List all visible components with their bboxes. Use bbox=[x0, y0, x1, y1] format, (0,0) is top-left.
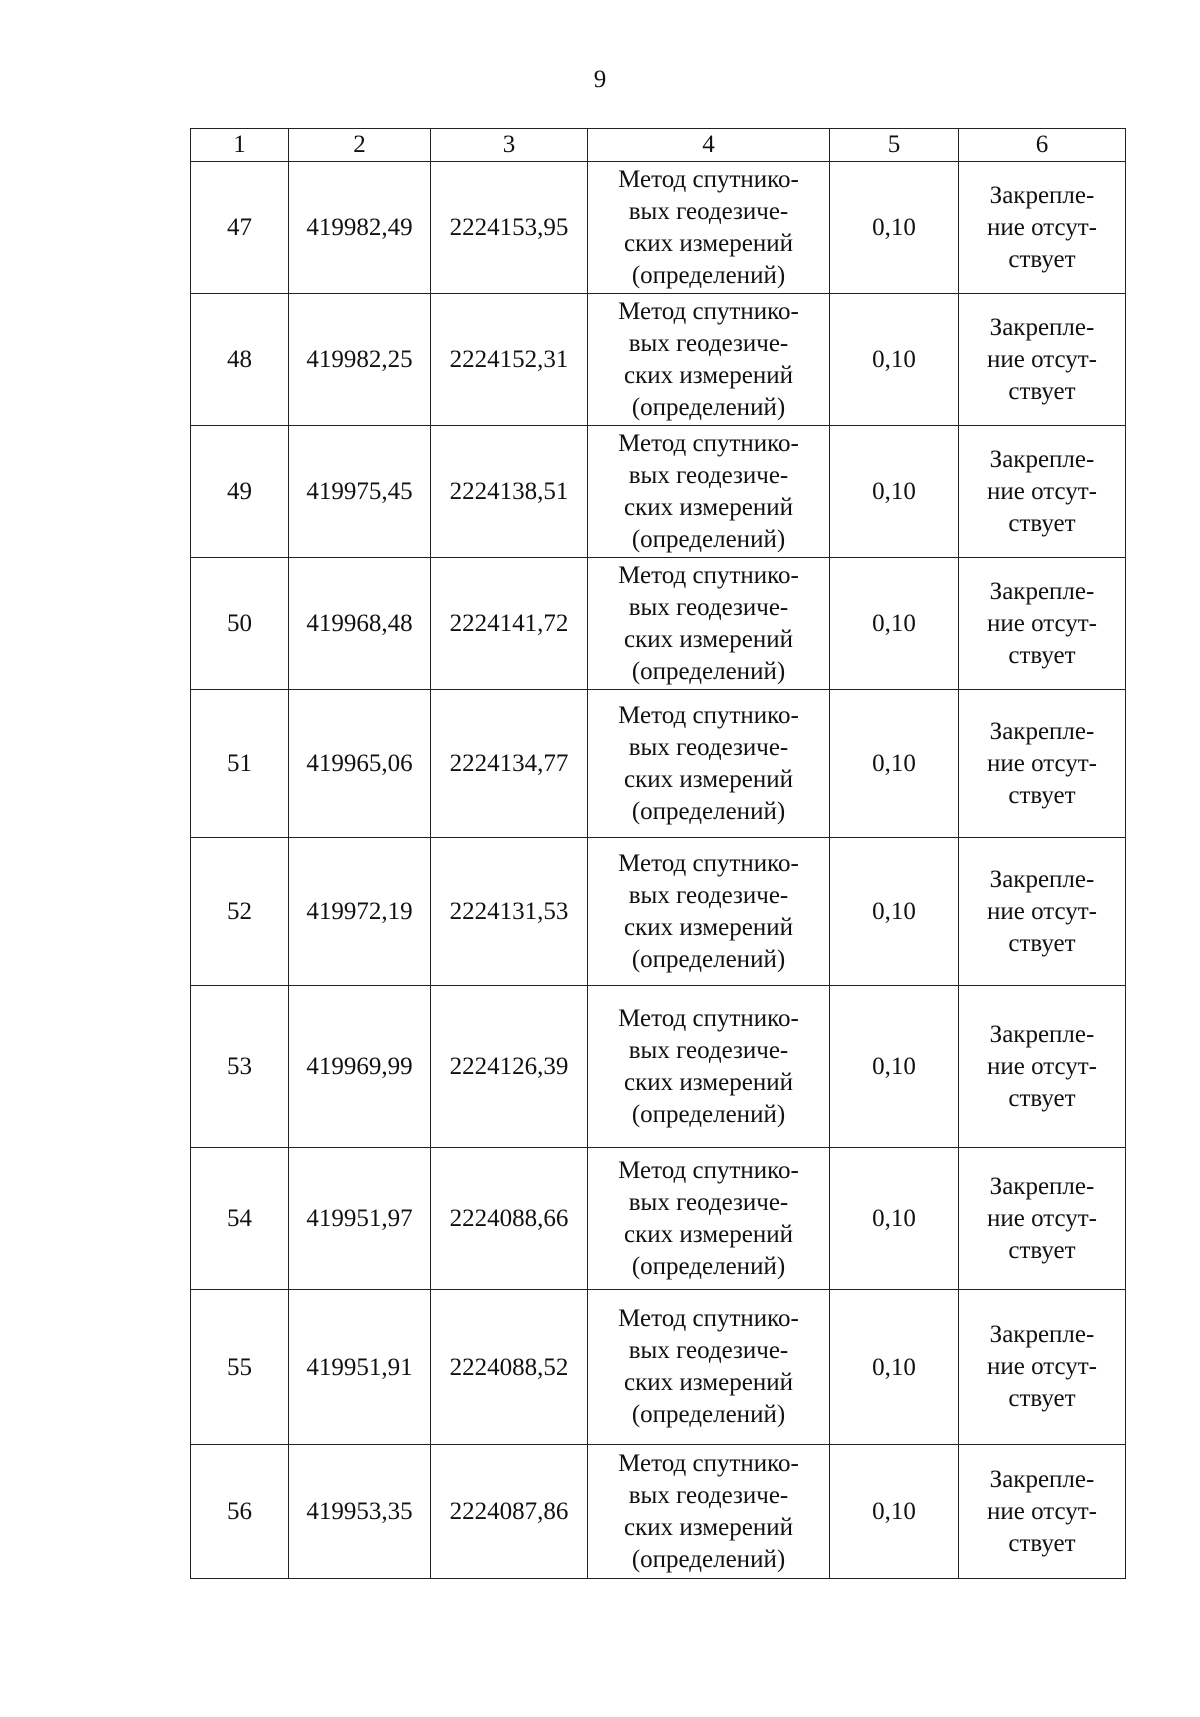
point-number-cell: 55 bbox=[191, 1290, 289, 1445]
header-cell: 3 bbox=[431, 129, 588, 162]
method-line: (определений) bbox=[631, 797, 786, 825]
method-line: вых геодезиче- bbox=[628, 1337, 789, 1364]
method-line: (определений) bbox=[631, 657, 786, 685]
method-line: вых геодезиче- bbox=[628, 1036, 789, 1064]
fixation-line: Закрепле- bbox=[989, 1172, 1095, 1200]
fixation-line: Закрепле- bbox=[989, 313, 1095, 341]
method-cell bbox=[588, 294, 830, 426]
fixation-cell bbox=[959, 986, 1126, 1148]
y-coordinate-cell: 2224153,95 bbox=[431, 162, 588, 294]
method-line: вых геодезиче- bbox=[628, 881, 789, 909]
method-line: (определений) bbox=[631, 1401, 786, 1428]
method-line: Метод спутнико- bbox=[618, 297, 799, 325]
method-line: Метод спутнико- bbox=[618, 1156, 799, 1184]
fixation-line: ние отсут- bbox=[986, 749, 1098, 777]
x-coordinate-cell: 419975,45 bbox=[289, 426, 431, 558]
method-line: вых геодезиче- bbox=[628, 461, 789, 489]
fixation-cell bbox=[959, 838, 1126, 986]
fixation-line: Закрепле- bbox=[989, 1465, 1095, 1493]
method-line: (определений) bbox=[631, 261, 786, 289]
accuracy-cell: 0,10 bbox=[830, 690, 959, 838]
method-line: (определений) bbox=[631, 1545, 786, 1573]
table-row bbox=[191, 1290, 1126, 1445]
fixation-line: Закрепле- bbox=[989, 445, 1095, 473]
header-row bbox=[191, 129, 1126, 162]
method-line: ских измерений bbox=[624, 1068, 793, 1096]
x-coordinate-cell: 419965,06 bbox=[289, 690, 431, 838]
y-coordinate-cell: 2224088,52 bbox=[431, 1290, 588, 1445]
fixation-line: ние отсут- bbox=[986, 897, 1098, 925]
y-coordinate-cell: 2224152,31 bbox=[431, 294, 588, 426]
x-coordinate-cell: 419968,48 bbox=[289, 558, 431, 690]
method-line: (определений) bbox=[631, 1252, 786, 1280]
method-line: вых геодезиче- bbox=[628, 733, 789, 761]
fixation-line: ние отсут- bbox=[986, 213, 1098, 241]
fixation-line: Закрепле- bbox=[989, 865, 1095, 893]
fixation-line: ствует bbox=[1008, 929, 1076, 957]
fixation-cell bbox=[959, 426, 1126, 558]
fixation-line: ствует bbox=[1008, 641, 1076, 669]
fixation-line: ние отсут- bbox=[986, 1497, 1098, 1525]
header-cell: 5 bbox=[830, 129, 959, 162]
x-coordinate-cell: 419951,97 bbox=[289, 1148, 431, 1290]
method-line: (определений) bbox=[631, 945, 786, 973]
point-number-cell: 47 bbox=[191, 162, 289, 294]
table-row bbox=[191, 838, 1126, 986]
method-cell bbox=[588, 1290, 830, 1445]
accuracy-cell: 0,10 bbox=[830, 838, 959, 986]
method-line: ских измерений bbox=[624, 493, 793, 521]
method-line: Метод спутнико- bbox=[618, 1004, 799, 1032]
fixation-line: Закрепле- bbox=[989, 577, 1095, 605]
header-cell: 4 bbox=[588, 129, 830, 162]
method-line: Метод спутнико- bbox=[618, 701, 799, 729]
accuracy-cell: 0,10 bbox=[830, 162, 959, 294]
x-coordinate-cell: 419982,25 bbox=[289, 294, 431, 426]
coordinates-table bbox=[190, 128, 1126, 1579]
fixation-cell bbox=[959, 1445, 1126, 1579]
method-line: вых геодезиче- bbox=[628, 329, 789, 357]
y-coordinate-cell: 2224141,72 bbox=[431, 558, 588, 690]
fixation-line: Закрепле- bbox=[989, 717, 1095, 745]
point-number-cell: 52 bbox=[191, 838, 289, 986]
fixation-cell bbox=[959, 1148, 1126, 1290]
x-coordinate-cell: 419982,49 bbox=[289, 162, 431, 294]
fixation-line: ствует bbox=[1008, 509, 1076, 537]
method-line: Метод спутнико- bbox=[618, 165, 799, 193]
fixation-cell bbox=[959, 1290, 1126, 1445]
method-line: ских измерений bbox=[624, 361, 793, 389]
fixation-cell bbox=[959, 294, 1126, 426]
method-cell bbox=[588, 1445, 830, 1579]
table-row bbox=[191, 162, 1126, 294]
fixation-cell bbox=[959, 558, 1126, 690]
fixation-cell bbox=[959, 690, 1126, 838]
table-row bbox=[191, 294, 1126, 426]
x-coordinate-cell: 419972,19 bbox=[289, 838, 431, 986]
accuracy-cell: 0,10 bbox=[830, 1290, 959, 1445]
fixation-line: ствует bbox=[1008, 781, 1076, 809]
fixation-line: ствует bbox=[1008, 245, 1076, 273]
header-cell: 1 bbox=[191, 129, 289, 162]
table-row bbox=[191, 986, 1126, 1148]
table-row bbox=[191, 558, 1126, 690]
table-row bbox=[191, 690, 1126, 838]
method-cell bbox=[588, 690, 830, 838]
y-coordinate-cell: 2224088,66 bbox=[431, 1148, 588, 1290]
fixation-line: ствует bbox=[1008, 1529, 1076, 1557]
method-line: ских измерений bbox=[624, 1369, 793, 1396]
point-number-cell: 48 bbox=[191, 294, 289, 426]
accuracy-cell: 0,10 bbox=[830, 986, 959, 1148]
fixation-cell bbox=[959, 162, 1126, 294]
accuracy-cell: 0,10 bbox=[830, 426, 959, 558]
accuracy-cell: 0,10 bbox=[830, 1445, 959, 1579]
y-coordinate-cell: 2224087,86 bbox=[431, 1445, 588, 1579]
method-cell bbox=[588, 426, 830, 558]
method-line: ских измерений bbox=[624, 765, 793, 793]
header-cell: 6 bbox=[959, 129, 1126, 162]
fixation-line: Закрепле- bbox=[989, 1020, 1095, 1048]
fixation-line: ствует bbox=[1008, 1236, 1076, 1264]
method-line: вых геодезиче- bbox=[628, 593, 789, 621]
method-cell bbox=[588, 986, 830, 1148]
method-line: Метод спутнико- bbox=[618, 849, 799, 877]
fixation-line: Закрепле- bbox=[989, 1321, 1095, 1348]
accuracy-cell: 0,10 bbox=[830, 1148, 959, 1290]
table-body bbox=[191, 129, 1126, 1579]
point-number-cell: 50 bbox=[191, 558, 289, 690]
method-cell bbox=[588, 838, 830, 986]
fixation-line: ние отсут- bbox=[986, 609, 1098, 637]
method-line: Метод спутнико- bbox=[618, 1449, 799, 1477]
method-line: Метод спутнико- bbox=[618, 561, 799, 589]
fixation-line: ние отсут- bbox=[986, 477, 1098, 505]
method-line: (определений) bbox=[631, 525, 786, 553]
fixation-line: ствует bbox=[1008, 377, 1076, 405]
method-line: (определений) bbox=[631, 393, 786, 421]
method-cell bbox=[588, 1148, 830, 1290]
method-line: вых геодезиче- bbox=[628, 1188, 789, 1216]
y-coordinate-cell: 2224138,51 bbox=[431, 426, 588, 558]
header-cell: 2 bbox=[289, 129, 431, 162]
method-line: ских измерений bbox=[624, 625, 793, 653]
x-coordinate-cell: 419951,91 bbox=[289, 1290, 431, 1445]
fixation-line: ствует bbox=[1008, 1385, 1076, 1412]
fixation-line: ние отсут- bbox=[986, 1052, 1098, 1080]
method-line: ских измерений bbox=[624, 1513, 793, 1541]
page-number: 9 bbox=[593, 66, 607, 93]
point-number-cell: 51 bbox=[191, 690, 289, 838]
method-cell bbox=[588, 558, 830, 690]
method-line: ских измерений bbox=[624, 229, 793, 257]
method-line: ских измерений bbox=[624, 913, 793, 941]
fixation-line: ние отсут- bbox=[986, 345, 1098, 373]
method-line: Метод спутнико- bbox=[618, 429, 799, 457]
accuracy-cell: 0,10 bbox=[830, 558, 959, 690]
method-line: (определений) bbox=[631, 1100, 786, 1128]
fixation-line: ние отсут- bbox=[986, 1204, 1098, 1232]
fixation-line: Закрепле- bbox=[989, 181, 1095, 209]
accuracy-cell: 0,10 bbox=[830, 294, 959, 426]
method-line: Метод спутнико- bbox=[618, 1305, 799, 1332]
point-number-cell: 54 bbox=[191, 1148, 289, 1290]
y-coordinate-cell: 2224126,39 bbox=[431, 986, 588, 1148]
point-number-cell: 49 bbox=[191, 426, 289, 558]
x-coordinate-cell: 419969,99 bbox=[289, 986, 431, 1148]
y-coordinate-cell: 2224134,77 bbox=[431, 690, 588, 838]
method-line: ских измерений bbox=[624, 1220, 793, 1248]
point-number-cell: 56 bbox=[191, 1445, 289, 1579]
fixation-line: ние отсут- bbox=[986, 1353, 1098, 1380]
method-line: вых геодезиче- bbox=[628, 1481, 789, 1509]
method-cell bbox=[588, 162, 830, 294]
table-row bbox=[191, 1445, 1126, 1579]
table-row bbox=[191, 426, 1126, 558]
x-coordinate-cell: 419953,35 bbox=[289, 1445, 431, 1579]
table-row bbox=[191, 1148, 1126, 1290]
fixation-line: ствует bbox=[1008, 1084, 1076, 1112]
method-line: вых геодезиче- bbox=[628, 197, 789, 225]
y-coordinate-cell: 2224131,53 bbox=[431, 838, 588, 986]
point-number-cell: 53 bbox=[191, 986, 289, 1148]
